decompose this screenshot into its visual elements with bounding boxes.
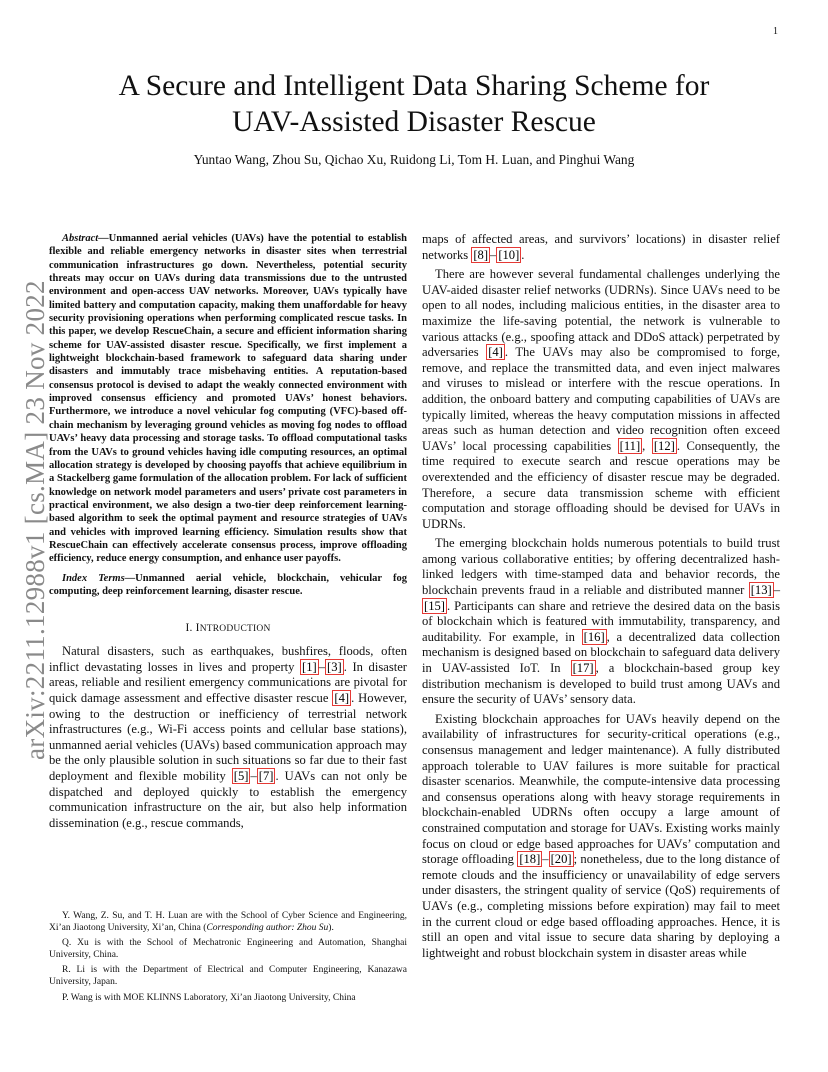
right-column xyxy=(422,232,780,961)
footnote-4: P. Wang is with MOE KLINNS Laboratory, Xi’an Jiaotong University, China xyxy=(62,992,356,1003)
citation-link[interactable]: [18] xyxy=(519,852,541,867)
citation-link[interactable]: [17] xyxy=(572,661,594,676)
paragraph-text: Natural disasters, such as earthquakes, bushfires, floods, often inflict devastating losses in lives and property xyxy=(49,644,407,674)
citation-link[interactable]: [15] xyxy=(424,598,445,613)
intro-paragraph-continued xyxy=(422,232,780,263)
paragraph-text: . Participants can share and retrieve the desired data on the basis of blockchain which is featured with immutability, transparency, and auditability. For example, in xyxy=(422,598,780,644)
footnote-text: Y. Wang, Z. Su, and T. H. Luan are with the School of Cyber Science and Engineering, Xi’an Jiaotong University, Xi’an, China ( xyxy=(49,911,407,934)
paragraph-text: , a decentralized data collection mechanism is designed based on blockchain to safeguard data delivery in UAV-assisted IoT. In xyxy=(422,629,780,676)
paper-title xyxy=(60,68,768,140)
citation-link[interactable]: [16] xyxy=(583,629,605,644)
arxiv-identifier-stamp[interactable]: arXiv:2211.12988v1 [cs.MA] 23 Nov 2022 xyxy=(20,280,50,760)
paper-title-line-1: A Secure and Intelligent Data Sharing Scheme for xyxy=(118,70,710,102)
author-footnotes xyxy=(49,910,407,1007)
citation-dash: – xyxy=(542,852,549,867)
section-heading-introduction xyxy=(49,622,407,634)
citation-link[interactable]: [11] xyxy=(619,438,641,453)
paragraph-text: maps of affected areas, and survivors’ locations) in disaster relief networks xyxy=(422,232,780,262)
intro-paragraph-4 xyxy=(422,712,780,962)
footnote-1 xyxy=(49,910,407,934)
index-terms xyxy=(49,572,407,599)
index-terms-text: —Unmanned aerial vehicle, blockchain, vehicular fog computing, deep reinforcement learning, disaster rescue. xyxy=(49,572,407,597)
citation-dash: – xyxy=(318,659,326,674)
footnote-2: Q. Xu is with the School of Mechatronic Engineering and Automation, Shanghai University, China. xyxy=(49,938,407,961)
citation-link[interactable]: [5] xyxy=(233,769,249,784)
citation-link[interactable]: [10] xyxy=(498,247,520,262)
citation-link[interactable]: [8] xyxy=(473,247,489,262)
footnote-3: R. Li is with the Department of Electrical and Computer Engineering, Kanazawa University, Japan. xyxy=(49,965,407,988)
paragraph-text: . However, owing to the destruction or inefficiency of terrestrial network infrastructures (e.g., Wi-Fi access points and cellular base stations), unmanned aerial vehicles (UAVs) based communication approach may be the only plausible solution in such situations so far due to their fast deployment and flexible mobility xyxy=(49,691,407,784)
citation-dash: – xyxy=(490,247,497,262)
left-column xyxy=(49,232,407,831)
abstract xyxy=(49,232,407,566)
paragraph-text: Existing blockchain approaches for UAVs heavily depend on the availability of infrastructures for security-critical operations (e.g., consensus management and ledger maintenance). A fully distributed approach tolerable to UAV failures is more suitable for practical disaster scenarios. Meanwhile, the compute-intensive data processing and consensus operations along with heavy storage requirements in blockchain-enabled UDRNs often occupy a large amount of constrained computation and storage for UAVs. Existing works mainly focus on cloud or edge based approaches for UAVs’ computation and storage offloading xyxy=(422,711,780,867)
paragraph-text: The emerging blockchain holds numerous potentials to build trust among various collaborative entities; by offering decentralized hash-linked ledgers with time-stamped data and behavior records, the blockchain prevents fraud in a reliable and distributed manner xyxy=(422,536,780,598)
citation-link[interactable]: [20] xyxy=(550,852,572,867)
intro-paragraph-3 xyxy=(422,536,780,708)
citation-dash: – xyxy=(773,583,780,598)
citation-link[interactable]: [13] xyxy=(750,583,772,598)
paragraph-text: . Consequently, the time required to execute search and rescue operations may be overextended and the efficiency of disaster rescue may be degraded. Therefore, a secure data transmission scheme with efficient computation and storage offloading should be devised for UAVs in UDRNs. xyxy=(422,438,780,531)
section-title-rest: NTRODUCTION xyxy=(199,624,271,635)
citation-link[interactable]: [12] xyxy=(653,438,675,453)
abstract-text: —Unmanned aerial vehicles (UAVs) have the potential to establish flexible and reliable emergency networks in disaster sites when terrestrial communication infrastructures go down. Nevertheless, potential security threats may occur on UAVs during data transmissions due to the untrusted environment and open-access UAV networks. Moreover, UAVs typically have limited battery and computation capacity, making them unaffordable for heavy security provisioning operations when performing complicated rescue tasks. In this paper, we develop RescueChain, a secure and efficient information sharing scheme for UAV-assisted disaster rescue. Specifically, we first implement a lightweight blockchain-based framework to safeguard data sharing under disasters and immutably trace misbehaving entities. A reputation-based consensus protocol is devised to adapt the weakly connected environment with improved consensus efficiency and promoted UAVs’ honest behaviors. Furthermore, we introduce a novel vehicular fog computing (VFC)-based off-chain mechanism by leveraging ground vehicles as moving fog nodes to offload UAVs’ heavy data processing and storage tasks. To offload computational tasks from the UAVs to ground vehicles having idle computing resources, an optimal allocation strategy is developed by choosing payoffs that achieve equilibrium in a Stackelberg game formulation of the allocation problem. For lack of sufficient knowledge on network model parameters and users’ private cost parameters in practical environment, we also design a two-tier deep reinforcement learning-based algorithm to seek the optimal payment and resource strategies of UAVs and vehicles with improved learning efficiency. Simulation results show that RescueChain can effectively accelerate consensus process, improve offloading efficiency, reduce energy consumption, and enhance user payoffs. xyxy=(49,233,407,565)
citation-link[interactable]: [1] xyxy=(302,659,317,674)
intro-paragraph-2 xyxy=(422,267,780,532)
paragraph-text: . xyxy=(521,247,525,262)
paragraph-text: , a blockchain-based group key distribution mechanism is developed to build trust among UAVs and ensure the security of UAVs’ sensory data. xyxy=(422,661,780,707)
section-numeral: I. xyxy=(185,622,196,635)
author-list: Yuntao Wang, Zhou Su, Qichao Xu, Ruidong Li, Tom H. Luan, and Pinghui Wang xyxy=(193,152,635,167)
section-title-initial: I xyxy=(195,622,200,635)
paragraph-text: . In disaster areas, reliable and resilient emergency communications are pivotal for quick damage assessment and effective disaster rescue xyxy=(49,659,407,706)
paragraph-text: ; nonetheless, due to the long distance of remote clouds and the insufficiency or unavailability of edge servers under disasters, the stringent quality of service (QoS) requirements of UAVs (e.g., completing missions before expiration) may fail to meet in the current cloud or edge based offloading approaches. Hence, it is still an open and vital issue to secure data sharing by deploying a lightweight and robust blockchain system in disaster areas while xyxy=(422,852,780,960)
citation-separator: , xyxy=(642,438,652,453)
paper-title-line-2: UAV-Assisted Disaster Rescue xyxy=(232,106,596,138)
page-number: 1 xyxy=(773,26,778,37)
citation-link[interactable]: [4] xyxy=(334,691,350,706)
intro-paragraph-1 xyxy=(49,644,407,831)
paragraph-text: . UAVs can not only be dispatched and deployed quickly to establish the emergency communication infrastructure on the air, but also help information dissemination (e.g., rescue commands, xyxy=(49,769,407,830)
index-terms-label: Index Terms xyxy=(62,572,125,584)
footnote-text-end: ). xyxy=(328,923,334,934)
abstract-label: Abstract xyxy=(62,233,99,244)
citation-dash: – xyxy=(250,769,257,784)
citation-link[interactable]: [7] xyxy=(258,769,274,784)
citation-link[interactable]: [4] xyxy=(488,345,503,360)
footnote-emphasis: Corresponding author: Zhou Su xyxy=(206,923,329,934)
paragraph-text: . The UAVs may also be compromised to forge, remove, and replace the transmitted data, and even inject malwares and viruses to mislead or interfere with the rescue operations. In addition, the onboard battery and computing capabilities of UAVs are typically limited, whereas the heavy computation missions in affected areas such as human detection and video recognition often exceed UAVs’ local processing capabilities xyxy=(422,345,780,453)
citation-link[interactable]: [3] xyxy=(327,659,342,674)
paragraph-text: There are however several fundamental challenges underlying the UAV-aided disaster relief networks (UDRNs). Since UAVs need to be open to all nodes, including malicious entities, in the disaster area to maximize the life-saving potential, the network is vulnerable to various attacks (e.g., spoofing attack and DDoS attack) perpetrated by adversaries xyxy=(422,267,780,360)
